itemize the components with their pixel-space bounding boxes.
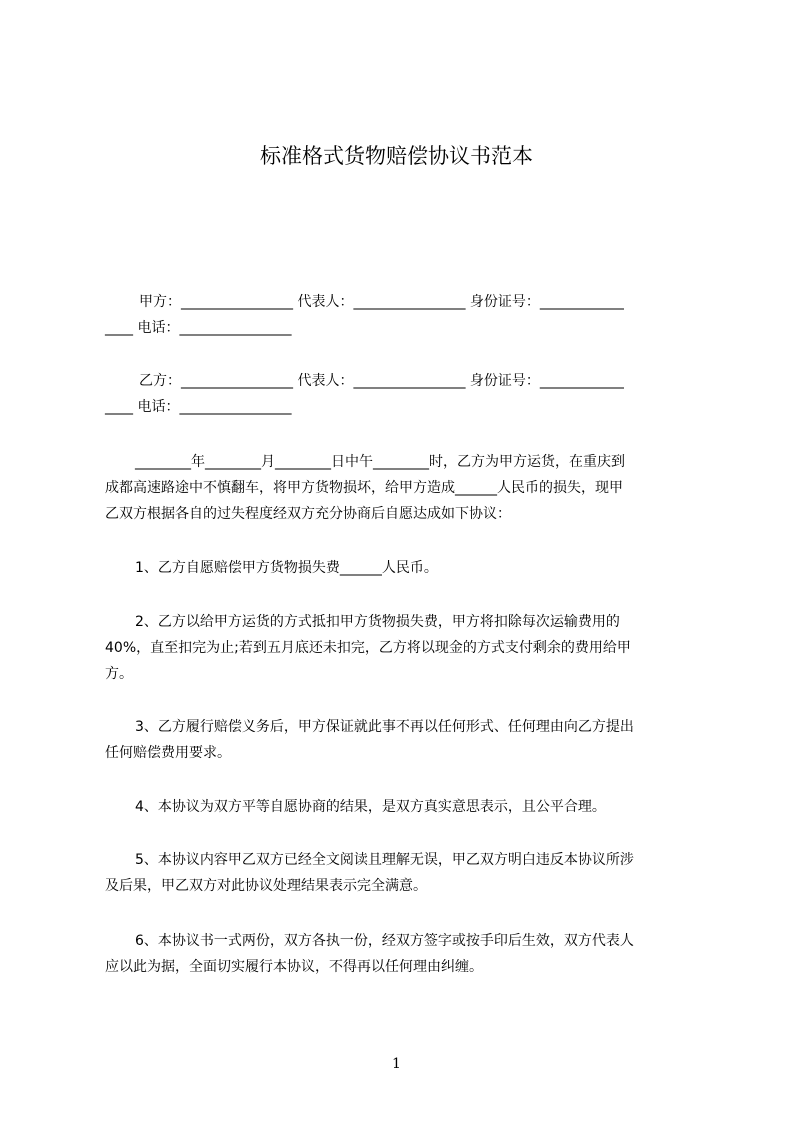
intro-line-2: 成都高速路途中不慎翻车，将甲方货物损坏，给甲方造成______人民币的损失，现甲 <box>105 480 623 496</box>
clause-2-line-1: 2、乙方以给甲方运货的方式抵扣甲方货物损失费，甲方将扣除每次运输费用的 <box>135 614 620 630</box>
clause-4 <box>105 794 703 820</box>
clause-6-line-2: 应以此为据，全面切实履行本协议，不得再以任何理由纠缠。 <box>105 959 483 975</box>
clause-3-line-2: 任何赔偿费用要求。 <box>105 745 231 761</box>
clause-3-line-1: 3、乙方履行赔偿义务后，甲方保证就此事不再以任何形式、任何理由向乙方提出 <box>135 719 634 735</box>
party-a-line-1: 甲方：________________ 代表人：________________ 身份证号：____________ <box>139 294 624 310</box>
party-b-info <box>105 368 705 420</box>
clause-1 <box>105 555 703 581</box>
intro-line-1: ________年________月________日中午________时，乙方为甲方运货，在重庆到 <box>135 454 625 470</box>
party-a-line-2: ____ 电话：________________ <box>105 320 292 336</box>
intro-paragraph <box>105 449 703 527</box>
clause-5-line-2: 及后果，甲乙双方对此协议处理结果表示完全满意。 <box>105 878 427 894</box>
clause-1-line-1: 1、乙方自愿赔偿甲方货物损失费______人民币。 <box>135 560 438 576</box>
clause-6 <box>105 928 703 980</box>
clause-5 <box>105 847 703 899</box>
clause-6-line-1: 6、本协议书一式两份，双方各执一份，经双方签字或按手印后生效，双方代表人 <box>135 933 634 949</box>
party-a-info <box>105 289 705 341</box>
clause-5-line-1: 5、本协议内容甲乙双方已经全文阅读且理解无误，甲乙双方明白违反本协议所涉 <box>135 852 634 868</box>
party-b-line-2: ____ 电话：________________ <box>105 399 292 415</box>
page-number: 1 <box>392 1056 401 1072</box>
clause-3 <box>105 714 703 766</box>
party-b-line-1: 乙方：________________ 代表人：________________ 身份证号：____________ <box>139 373 624 389</box>
clause-2-line-3: 方。 <box>105 666 133 682</box>
clause-2 <box>105 609 703 687</box>
clause-2-line-2: 40%，直至扣完为止;若到五月底还未扣完，乙方将以现金的方式支付剩余的费用给甲 <box>105 640 631 656</box>
clause-4-line-1: 4、本协议为双方平等自愿协商的结果，是双方真实意思表示，且公平合理。 <box>135 799 606 815</box>
document-title: 标准格式货物赔偿协议书范本 <box>260 144 533 168</box>
intro-line-3: 乙双方根据各自的过失程度经双方充分协商后自愿达成如下协议： <box>105 506 511 522</box>
